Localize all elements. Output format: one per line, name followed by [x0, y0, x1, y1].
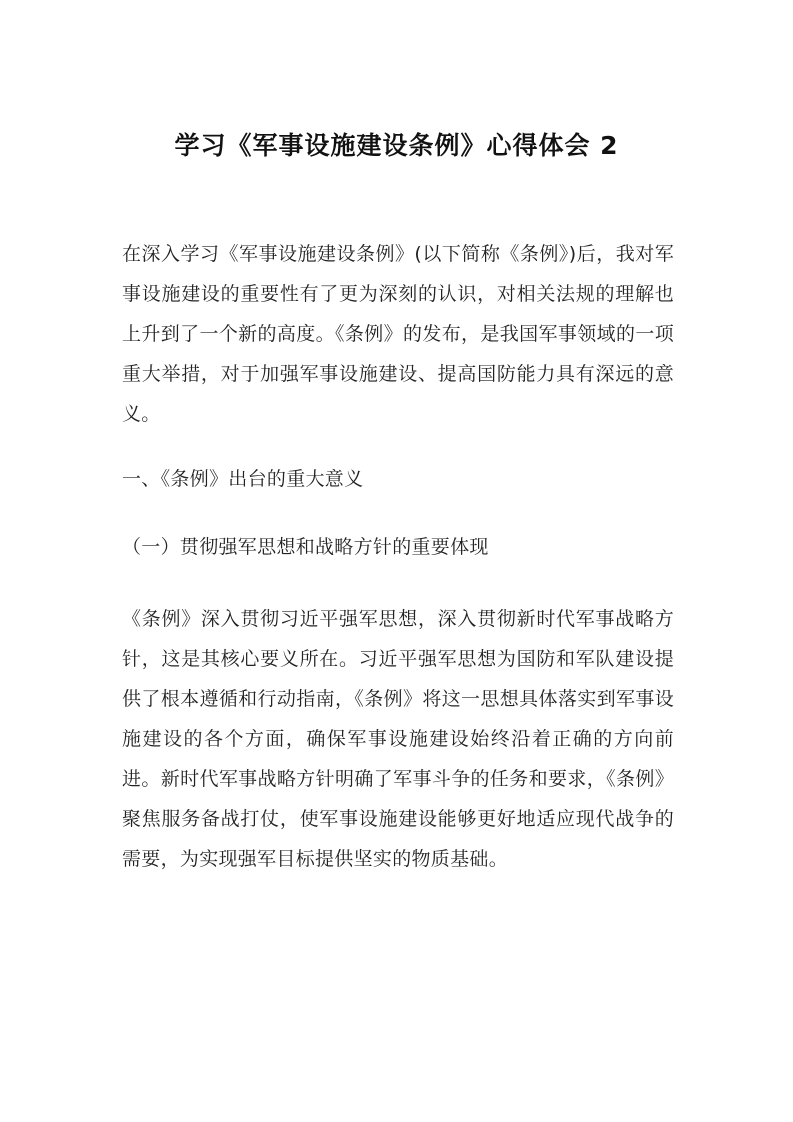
document-body [122, 234, 674, 879]
subsection-heading: （一）贯彻强军思想和战略方针的重要体现 [122, 536, 489, 558]
intro-paragraph: 在深入学习《军事设施建设条例》(以下简称《条例》)后，我对军事设施建设的重要性有了更为深刻的认识，对相关法规的理解也上升到了一个新的高度。《条例》的发布，是我国军事领域的一项重大举措，对于加强军事设施建设、提高国防能力具有深远的意义。 [122, 243, 674, 425]
body-paragraph: 《条例》深入贯彻习近平强军思想，深入贯彻新时代军事战略方针，这是其核心要义所在。习近平强军思想为国防和军队建设提供了根本遵循和行动指南，《条例》将这一思想具体落实到军事设施建设的各个方面，确保军事设施建设始终沿着正确的方向前进。新时代军事战略方针明确了军事斗争的任务和要求，《条例》聚焦服务备战打仗，使军事设施建设能够更好地适应现代战争的需要，为实现强军目标提供坚实的物质基础。 [122, 608, 674, 870]
document-title: 学习《军事设施建设条例》心得体会 2 [174, 131, 619, 160]
section-heading: 一、《条例》出台的重大意义 [122, 468, 364, 490]
